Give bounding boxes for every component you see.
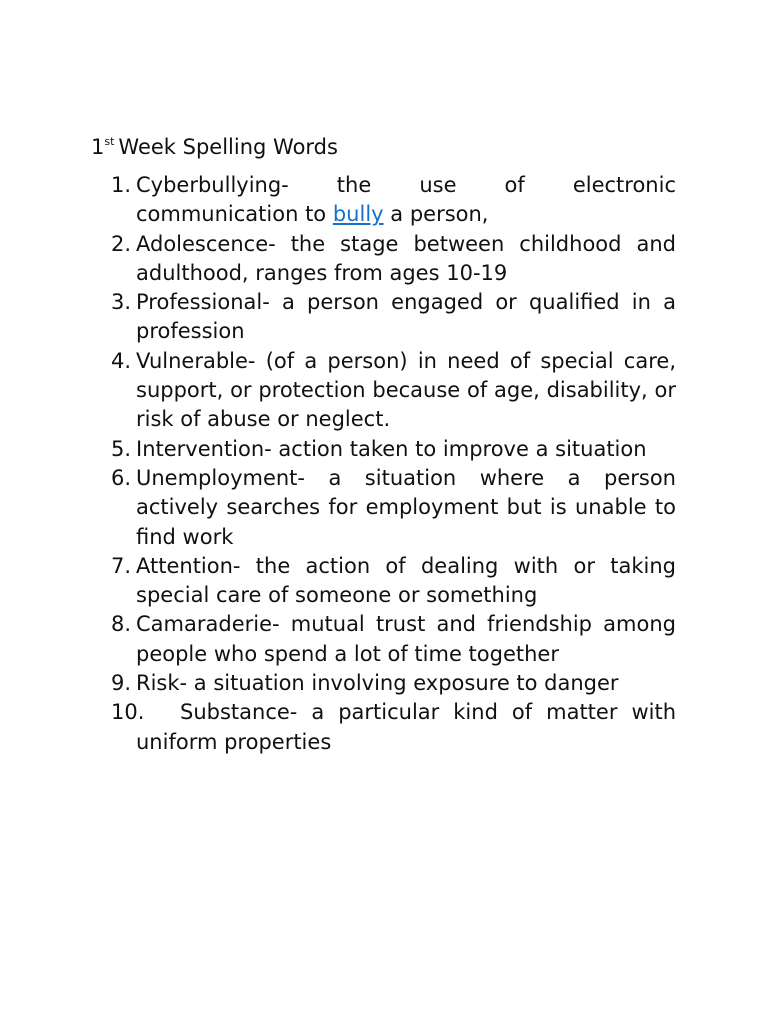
list-item-text: Attention- the action of dealing with or taking special care of someone or something (136, 553, 676, 608)
list-item (111, 435, 676, 464)
list-item (111, 669, 676, 698)
list-item-text: Vulnerable- (of a person) in need of special care, support, or protection because of age, disability, or risk of abuse or neglect. (136, 348, 676, 432)
list-item (111, 610, 676, 669)
list-item-number: 4. (111, 348, 132, 373)
page-title (91, 133, 338, 165)
list-item-number: 6. (111, 465, 132, 490)
list-item-text: Camaraderie- mutual trust and friendship among people who spend a lot of time together (136, 612, 676, 666)
list-item-text: Intervention- action taken to improve a situation (136, 436, 647, 461)
list-item (111, 171, 676, 230)
list-item-text: Unemployment- a situation where a person actively searches for employment but is unable to find work (136, 465, 676, 549)
list-item (111, 347, 676, 435)
list-item (111, 698, 676, 757)
list-item-text: Professional- a person engaged or qualified in a profession (136, 290, 676, 344)
list-item-number: 9. (111, 671, 132, 696)
list-item (111, 288, 676, 347)
list-item-text-end: a person, (383, 202, 489, 227)
list-item-text: Adolescence- the stage between childhood and adulthood, ranges from ages 10-19 (136, 231, 676, 285)
title-text: Week Spelling Words (118, 135, 338, 159)
list-item-number: 3. (111, 290, 132, 315)
list-item-number: 10. (111, 700, 145, 725)
title-number: 1 (91, 135, 105, 159)
spelling-word-list (111, 171, 676, 757)
list-item-text: Cyberbullying- the use of electronic communication to (136, 173, 676, 227)
list-item-number: 1. (111, 173, 132, 197)
list-item-number: 8. (111, 612, 132, 637)
list-item (111, 464, 676, 552)
list-item-number: 2. (111, 231, 132, 256)
title-ordinal-suffix: st (104, 135, 115, 148)
list-item-text: Risk- a situation involving exposure to danger (136, 671, 619, 696)
list-item-number: 5. (111, 436, 132, 461)
list-item (111, 230, 676, 289)
list-item-text: Substance- a particular kind of matter with uniform properties (136, 700, 676, 754)
list-item (111, 552, 676, 611)
list-item-number: 7. (111, 553, 132, 578)
bully-link[interactable]: bully (332, 202, 384, 227)
